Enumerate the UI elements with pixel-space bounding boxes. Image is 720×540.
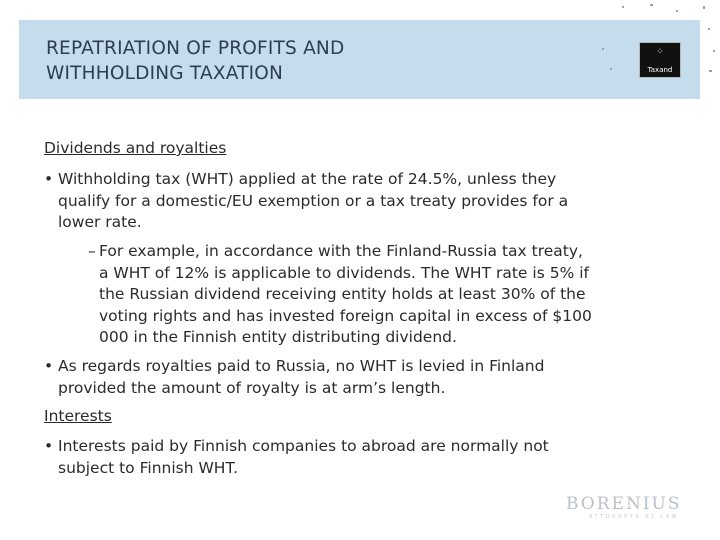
bullet-line: subject to Finnish WHT.: [58, 458, 239, 477]
bullet-marker: •: [44, 437, 54, 455]
sub-bullet-line: For example, in accordance with the Finland-Russia tax treaty,: [99, 242, 583, 260]
bullet-withholding-tax: [44, 169, 684, 234]
decorative-speck: [703, 6, 705, 9]
bullet-royalties: [44, 356, 684, 399]
bullet-marker: •: [44, 170, 54, 188]
interests-heading: Interests: [44, 407, 112, 425]
title-line-1: REPATRIATION OF PROFITS AND: [46, 38, 345, 59]
bullet-line: provided the amount of royalty is at arm’s length.: [58, 378, 446, 397]
sub-bullet-treaty-example: [88, 241, 688, 349]
decorative-speck: [650, 4, 653, 6]
decorative-speck: [622, 6, 624, 8]
bullet-line: lower rate.: [58, 213, 142, 231]
slide-title: [46, 36, 344, 86]
bullet-interests: [44, 436, 684, 479]
bullet-line: As regards royalties paid to Russia, no WHT is levied in Finland: [58, 357, 545, 375]
borenius-logo: BORENIUS: [566, 494, 682, 514]
dividends-heading: Dividends and royalties: [44, 139, 227, 157]
decorative-speck: [713, 50, 715, 52]
taxand-logo: [639, 42, 681, 78]
taxand-logo-text: Taxand: [647, 66, 673, 74]
taxand-logo-mark-icon: ⁘: [656, 47, 664, 57]
decorative-speck: [676, 10, 678, 12]
sub-bullet-marker: –: [88, 242, 96, 260]
decorative-speck: [708, 28, 710, 30]
sub-bullet-line: 000 in the Finnish entity distributing dividend.: [99, 328, 457, 346]
decorative-speck: [610, 68, 612, 70]
title-line-2: WITHHOLDING TAXATION: [46, 63, 284, 84]
sub-bullet-line: the Russian dividend receiving entity holds at least 30% of the: [99, 285, 586, 303]
bullet-line: qualify for a domestic/EU exemption or a tax treaty provides for a: [58, 191, 569, 210]
bullet-line: Withholding tax (WHT) applied at the rate of 24.5%, unless they: [58, 170, 557, 188]
sub-bullet-line: a WHT of 12% is applicable to dividends. The WHT rate is 5% if: [99, 263, 589, 282]
bullet-marker: •: [44, 357, 54, 375]
borenius-logo-subtitle: ATTORNEYS AT LAW: [589, 514, 679, 520]
bullet-line: Interests paid by Finnish companies to abroad are normally not: [58, 437, 549, 455]
sub-bullet-line: voting rights and has invested foreign capital in excess of $100: [99, 306, 592, 325]
decorative-speck: [602, 48, 604, 50]
decorative-speck: [709, 70, 712, 72]
